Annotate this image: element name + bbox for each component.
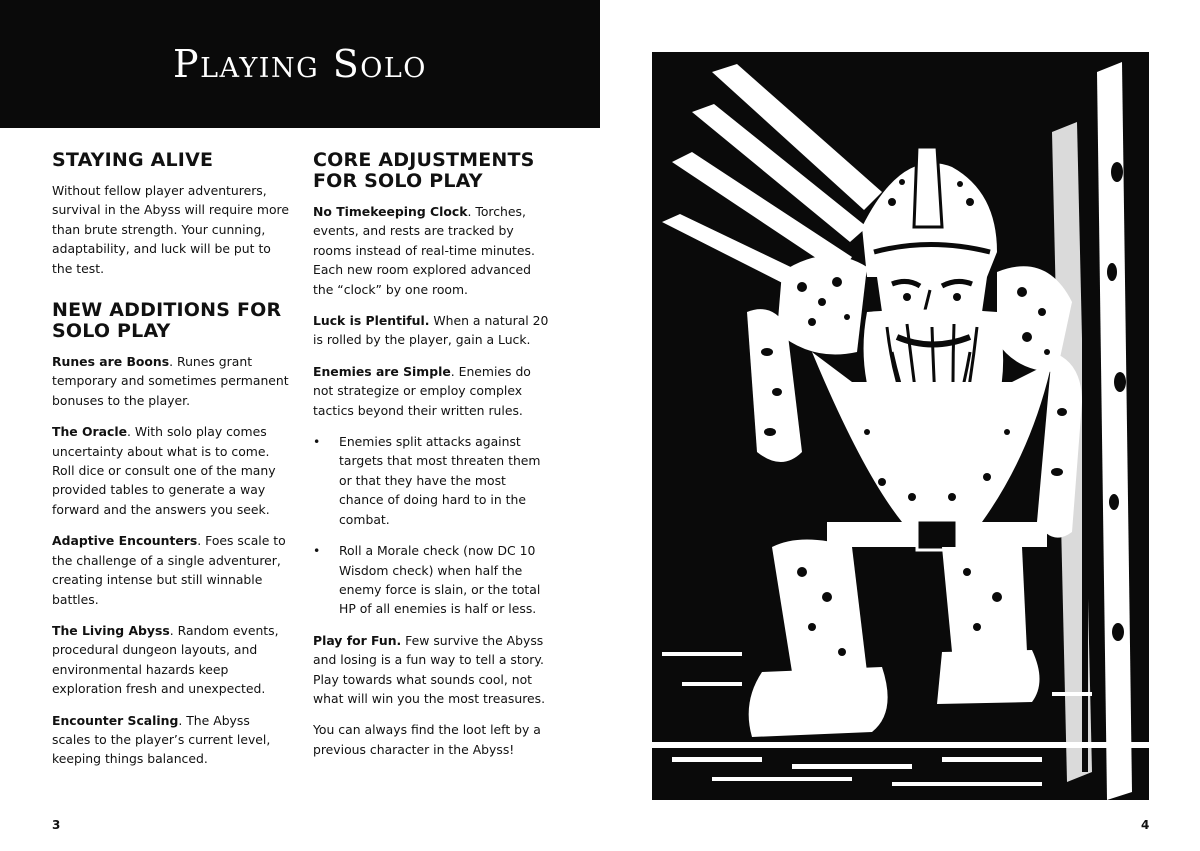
section-heading-staying-alive: STAYING ALIVE — [52, 149, 214, 171]
section-heading-new-additions: NEW ADDITIONS FOR SOLO PLAY — [52, 299, 282, 343]
bullet-icon: • — [313, 434, 321, 450]
intro-paragraph: Without fellow player adventurers, survival in the Abyss will require more than brute strength. Your cunning, adaptability, and luck will be put to the test. — [52, 183, 290, 276]
bullet-item: • Enemies split attacks against targets that most threaten them or that they have the most chance of doing hard to in the combat. — [313, 434, 541, 527]
list-item: Luck is Plentiful. When a natural 20 is rolled by the player, gain a Luck. — [313, 313, 549, 348]
closing-paragraph: You can always find the loot left by a previous character in the Abyss! — [313, 722, 541, 757]
page-title: Playing Solo — [173, 42, 427, 86]
list-item: Enemies are Simple. Enemies do not strategize or employ complex tactics beyond their written rules. — [313, 363, 531, 418]
section-heading-core-adjustments: CORE ADJUSTMENTS FOR SOLO PLAY — [313, 149, 535, 192]
page-number-right: 4 — [1141, 818, 1150, 832]
page-number-left: 3 — [52, 818, 61, 832]
left-column — [52, 150, 292, 781]
dwarf-warrior-illustration-icon — [652, 52, 1149, 800]
list-item: Runes are Boons. Runes grant temporary and sometimes permanent bonuses to the player. — [52, 354, 289, 408]
list-item: The Living Abyss. Random events, procedural dungeon layouts, and environmental hazards keep exploration fresh and unexpected. — [52, 622, 279, 697]
bullet-item: • Roll a Morale check (now DC 10 Wisdom check) when half the enemy force is slain, or the total HP of all enemies is half or less. — [313, 543, 541, 617]
title-banner — [0, 0, 600, 128]
list-item: Encounter Scaling. The Abyss scales to the player’s current level, keeping things balanced. — [52, 712, 271, 767]
bullet-icon: • — [313, 543, 321, 559]
bullet-list — [313, 432, 553, 619]
list-item: No Timekeeping Clock. Torches, events, and rests are tracked by rooms instead of real-time minutes. Each new room explored advanced the “clock” by one room. — [313, 204, 535, 297]
list-item: Play for Fun. Few survive the Abyss and losing is a fun way to tell a story. Play towards what sounds cool, not what will win you the most treasures. — [313, 632, 546, 706]
list-item: The Oracle. With solo play comes uncertainty about what is to come. Roll dice or consult one of the many provided tables to generate a way forward and the answers you seek. — [52, 424, 276, 517]
right-column — [313, 150, 553, 771]
list-item: Adaptive Encounters. Foes scale to the challenge of a single adventurer, creating intense but still winnable battles. — [52, 533, 286, 607]
